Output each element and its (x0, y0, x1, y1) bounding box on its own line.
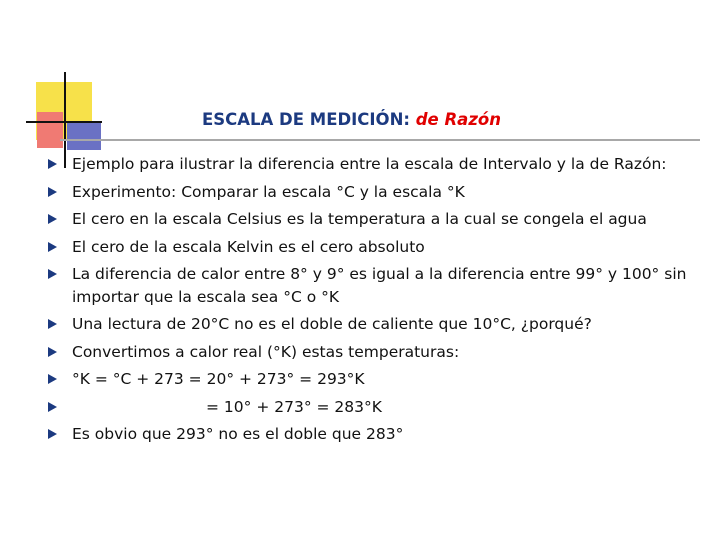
list-item-text: = 10° + 273° = 283°K (206, 397, 382, 416)
list-item (48, 396, 718, 419)
list-item (48, 208, 718, 231)
bullet-icon (48, 347, 57, 357)
list-item (48, 368, 718, 391)
list-item-text: Convertimos a calor real (°K) estas temperaturas: (72, 342, 460, 361)
list-item (48, 263, 718, 308)
list-item (48, 181, 718, 204)
bullet-icon (48, 269, 57, 279)
list-item-text: Es obvio que 293° no es el doble que 283° (72, 425, 404, 443)
list-item-text: Experimento: Comparar la escala °C y la escala °K (72, 182, 465, 201)
list-item-text: La diferencia de calor entre 8° y 9° es igual a la diferencia entre 99° y 100° sin importar que la escala sea °C o °K (72, 265, 687, 306)
list-item-text: El cero de la escala Kelvin es el cero absoluto (72, 237, 425, 256)
bullet-icon (48, 319, 57, 329)
slide-title (0, 110, 728, 129)
bullet-icon (48, 374, 57, 384)
list-item-text: °K = °C + 273 = 20° + 273° = 293°K (72, 370, 365, 388)
bullet-icon (48, 159, 57, 169)
slide-title-accent: de Razón (415, 110, 502, 129)
slide-title-main: ESCALA DE MEDICIÓN: (202, 110, 416, 129)
list-item (48, 236, 718, 259)
list-item (48, 423, 718, 446)
bullet-icon (48, 242, 57, 252)
list-item-text: El cero en la escala Celsius es la temperatura a la cual se congela el agua (72, 210, 647, 228)
list-item (48, 313, 718, 336)
bullet-list (48, 153, 718, 451)
bullet-icon (48, 402, 57, 412)
bullet-icon (48, 187, 57, 197)
list-item-text: Ejemplo para ilustrar la diferencia entre la escala de Intervalo y la de Razón: (72, 155, 667, 173)
title-underline (60, 139, 700, 141)
list-item (48, 153, 718, 176)
list-item-text: Una lectura de 20°C no es el doble de caliente que 10°C, ¿porqué? (72, 315, 592, 333)
bullet-icon (48, 214, 57, 224)
list-item (48, 341, 718, 364)
bullet-icon (48, 429, 57, 439)
